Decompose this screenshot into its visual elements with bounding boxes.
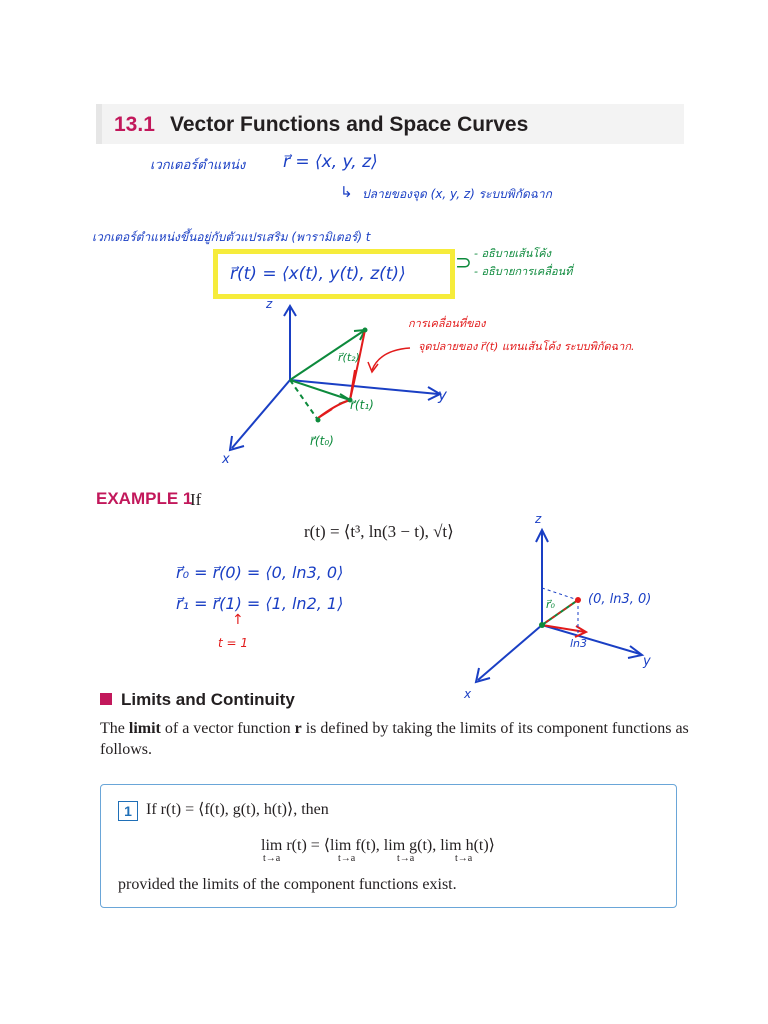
note-arrow-icon: ↳ (340, 183, 353, 201)
limit-subscript-3: t→a (397, 853, 415, 864)
example-axis-z: z (535, 512, 542, 526)
subsection-marker (100, 693, 112, 705)
example-axis-y: y (643, 654, 651, 669)
example-if-text: If (190, 490, 202, 509)
section-number: 13.1 (114, 113, 155, 136)
arrow-up-icon: ↑ (232, 612, 244, 628)
definition-statement: If r(t) = ⟨f(t), g(t), h(t)⟩, then (146, 801, 329, 818)
axis-z-label: z (266, 297, 273, 311)
section-title: Vector Functions and Space Curves (170, 113, 529, 136)
note-position-vector-eq: r⃗ = ⟨x, y, z⟩ (283, 152, 378, 172)
note-curve-endpoint: จุดปลายของ r⃗(t) แทนเส้นโค้ง ระบบพิกัดฉาก. (418, 340, 635, 353)
subsection-title: Limits and Continuity (121, 690, 295, 709)
vector-rt0 (290, 380, 318, 420)
label-rt0: r⃗(t₀) (310, 434, 334, 448)
x-axis-line (232, 380, 290, 448)
label-rt1: r⃗(t₁) (350, 398, 374, 412)
limit-subscript-4: t→a (455, 853, 473, 864)
example-r0-label: r⃗₀ (546, 598, 555, 611)
limit-subscript-1: t→a (263, 853, 281, 864)
note-position-vector-label: เวกเตอร์ตำแหน่ง (150, 158, 246, 173)
note-describe-motion: - อธิบายการเคลื่อนที่ (474, 265, 573, 278)
label-rt2: r⃗(t₂) (338, 351, 360, 364)
example-ln3-label: ln3 (570, 637, 588, 650)
axis-y-label: y (438, 386, 447, 404)
example-formula: r(t) = ⟨t³, ln(3 − t), √t⟩ (304, 522, 454, 541)
calc-r0: r⃗₀ = r⃗(0) = ⟨0, ln3, 0⟩ (176, 563, 344, 582)
note-motion: การเคลื่อนที่ของ (408, 317, 486, 330)
example-axis-x: x (464, 687, 472, 701)
definition-number: 1 (118, 801, 138, 821)
boxed-vector-equation: r⃗(t) = ⟨x(t), y(t), z(t)⟩ (230, 264, 406, 284)
t-equals-one-note: t = 1 (218, 636, 249, 650)
note-parameter-text: เวกเตอร์ตำแหน่งขึ้นอยู่กับตัวแปรเสริม (พารามิเตอร์) t (92, 230, 371, 244)
limits-paragraph: The limit of a vector function r is defined by taking the limits of its component functions as follows. (100, 720, 689, 758)
axis-x-label: x (222, 452, 230, 467)
pointer-arrow (372, 348, 410, 370)
note-describe-curve: - อธิบายเส้นโค้ง (474, 247, 552, 260)
note-endpoint-text: ปลายของจุด (x, y, z) ระบบพิกัดฉาก (362, 187, 552, 201)
example-point-label: (0, ln3, 0) (588, 592, 652, 607)
definition-proviso: provided the limits of the component functions exist. (118, 876, 457, 893)
example-label: EXAMPLE 1 (96, 489, 193, 508)
limit-subscript-2: t→a (338, 853, 356, 864)
calc-r1: r⃗₁ = r⃗(1) = ⟨1, ln2, 1⟩ (176, 594, 344, 613)
brace-icon: ⊃ (455, 250, 472, 274)
definition-limit-formula: lim r(t) = ⟨lim f(t), lim g(t), lim h(t)⟩ (261, 837, 495, 854)
